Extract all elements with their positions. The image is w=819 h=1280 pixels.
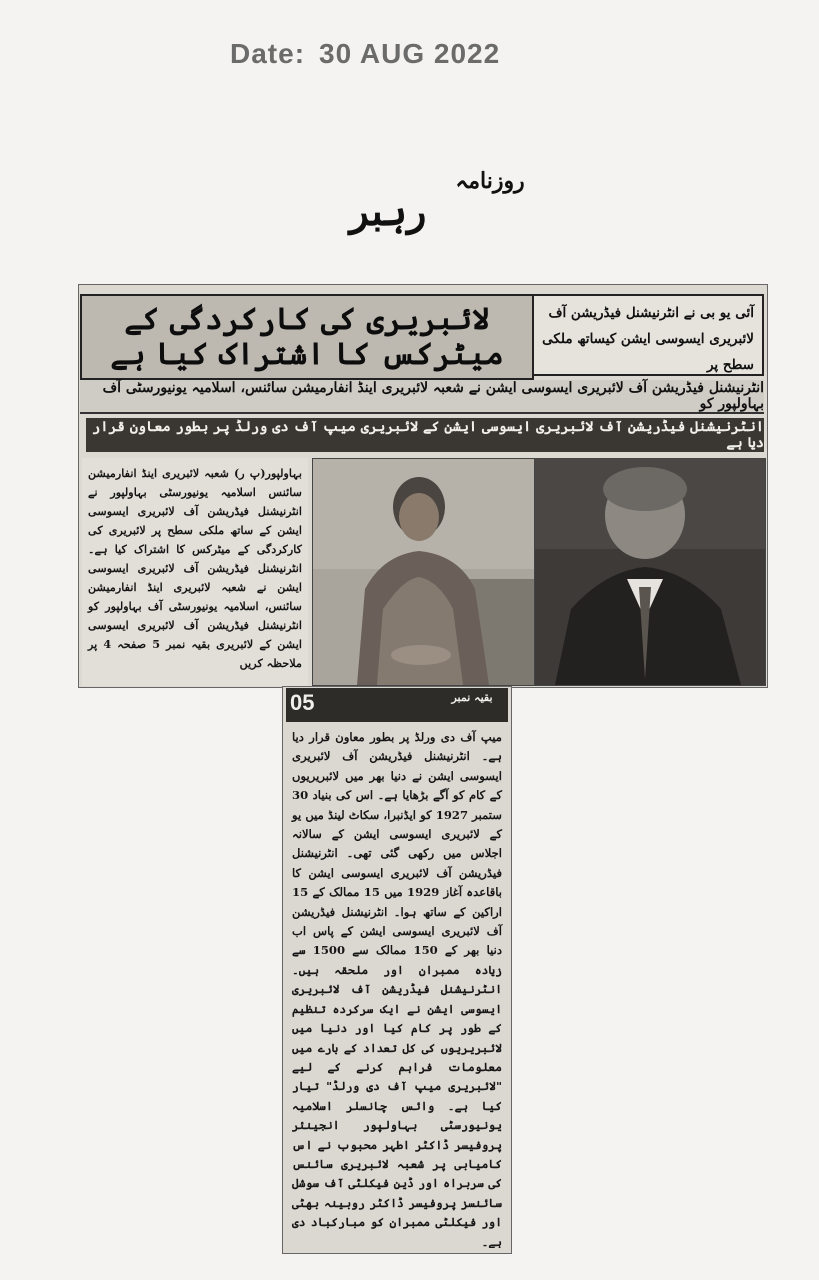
page-number: 05 (290, 690, 315, 715)
masthead-subtitle: روزنامہ (455, 168, 525, 194)
article-strap: انٹرنیشنل فیڈریشن آف لائبریری ایسوسی ایشن کے لائبریری میپ آف دی ورلڈ پر بطور معاون قرار دیا ہے (86, 418, 764, 452)
newspaper-masthead (300, 160, 540, 240)
photo-man-image (535, 459, 765, 685)
article-intro: بہاولپور(پ ر) شعبہ لائبریری اینڈ انفارمیشن سائنس اسلامیہ یونیورسٹی بہاولپور نے انٹرنیشنل فیڈریشن آف لائبریری ایسوسی ایشن کے ساتھ ملکی سطح پر لائبریری کی کارکردگی کے میٹرکس کا اشتراک کیا ہے۔ انٹرنیشنل فیڈریشن آف لائبریری ایسوسی ایشن نے شعبہ لائبریری اینڈ انفارمیشن سائنس، اسلامیہ یونیورسٹی آف بہاولپور کو انٹرنیشنل فیڈریشن آف لائبریری ایسوسی ایشن کے لائبریری بقیہ نمبر 5 صفحہ 4 پر ملاحظہ کریں (82, 458, 308, 686)
masthead-title: رہبر (349, 188, 427, 235)
photo-man (534, 458, 766, 686)
photo-woman-image (313, 459, 535, 685)
continuation-body: میپ آف دی ورلڈ پر بطور معاون قرار دیا ہے۔ انٹرنیشنل فیڈریشن آف لائبریری ایسوسی ایشن نے دنیا بھر میں لائبریریوں کے کام کو آگے بڑھایا ہے۔ اس کی بنیاد 30 ستمبر 1927 کو ایڈنبرا، سکاٹ لینڈ میں یو کے لائبریری ایسوسی ایشن کے سالانہ اجلاس میں رکھی گئی تھی۔ انٹرنیشنل فیڈریشن آف لائبریری ایسوسی ایشن کا باقاعدہ آغاز 1929 میں 15 ممالک کے 15 اراکین کے ساتھ ہوا۔ انٹرنیشنل فیڈریشن آف لائبریری ایسوسی ایشن کے پاس اب دنیا بھر کے 150 ممالک سے 1500 سے زیادہ ممبران اور ملحقہ ہیں۔ انٹرنیشنل فیڈریشن آف لائبریری ایسوسی ایشن نے ایک سرکردہ تنظیم کے طور پر کام کیا اور دنیا میں لائبریریوں کی کل تعداد کے بارے میں معلومات فراہم کرنے کے لیے "لائبریری میپ آف دی ورلڈ" تیار کیا ہے۔ وائس چانسلر اسلامیہ یونیورسٹی بہاولپور انجینئر پروفیسر ڈاکٹر اطہر محبوب نے اس کامیابی پر شعبہ لائبریری سائنس کی سربراہ اور ڈین فیکلٹی آف سوشل سائنسز پروفیسر ڈاکٹر روبینہ بھٹی اور فیکلٹی ممبران کو مبارکباد دی ہے۔ (292, 730, 502, 1248)
date-stamp (230, 38, 530, 78)
article-subhead: انٹرنیشنل فیڈریشن آف لائبریری ایسوسی ایشن نے شعبہ لائبریری اینڈ انفارمیشن سائنس، اسلامیہ یونیورسٹی آف بہاولپور کو (80, 380, 764, 414)
date-value: 30 AUG 2022 (319, 38, 501, 69)
article-kicker: آئی یو بی نے انٹرنیشنل فیڈریشن آف لائبریری ایسوسی ایشن کیساتھ ملکی سطح پر (532, 294, 764, 376)
continuation-header (286, 688, 508, 722)
date-label: Date: (230, 38, 306, 69)
article-headline: لائبریری کی کارکردگی کے میٹرکس کا اشتراک کیا ہے (80, 294, 534, 380)
continuation-label: بقیہ نمبر (451, 691, 493, 704)
photo-woman (312, 458, 536, 686)
